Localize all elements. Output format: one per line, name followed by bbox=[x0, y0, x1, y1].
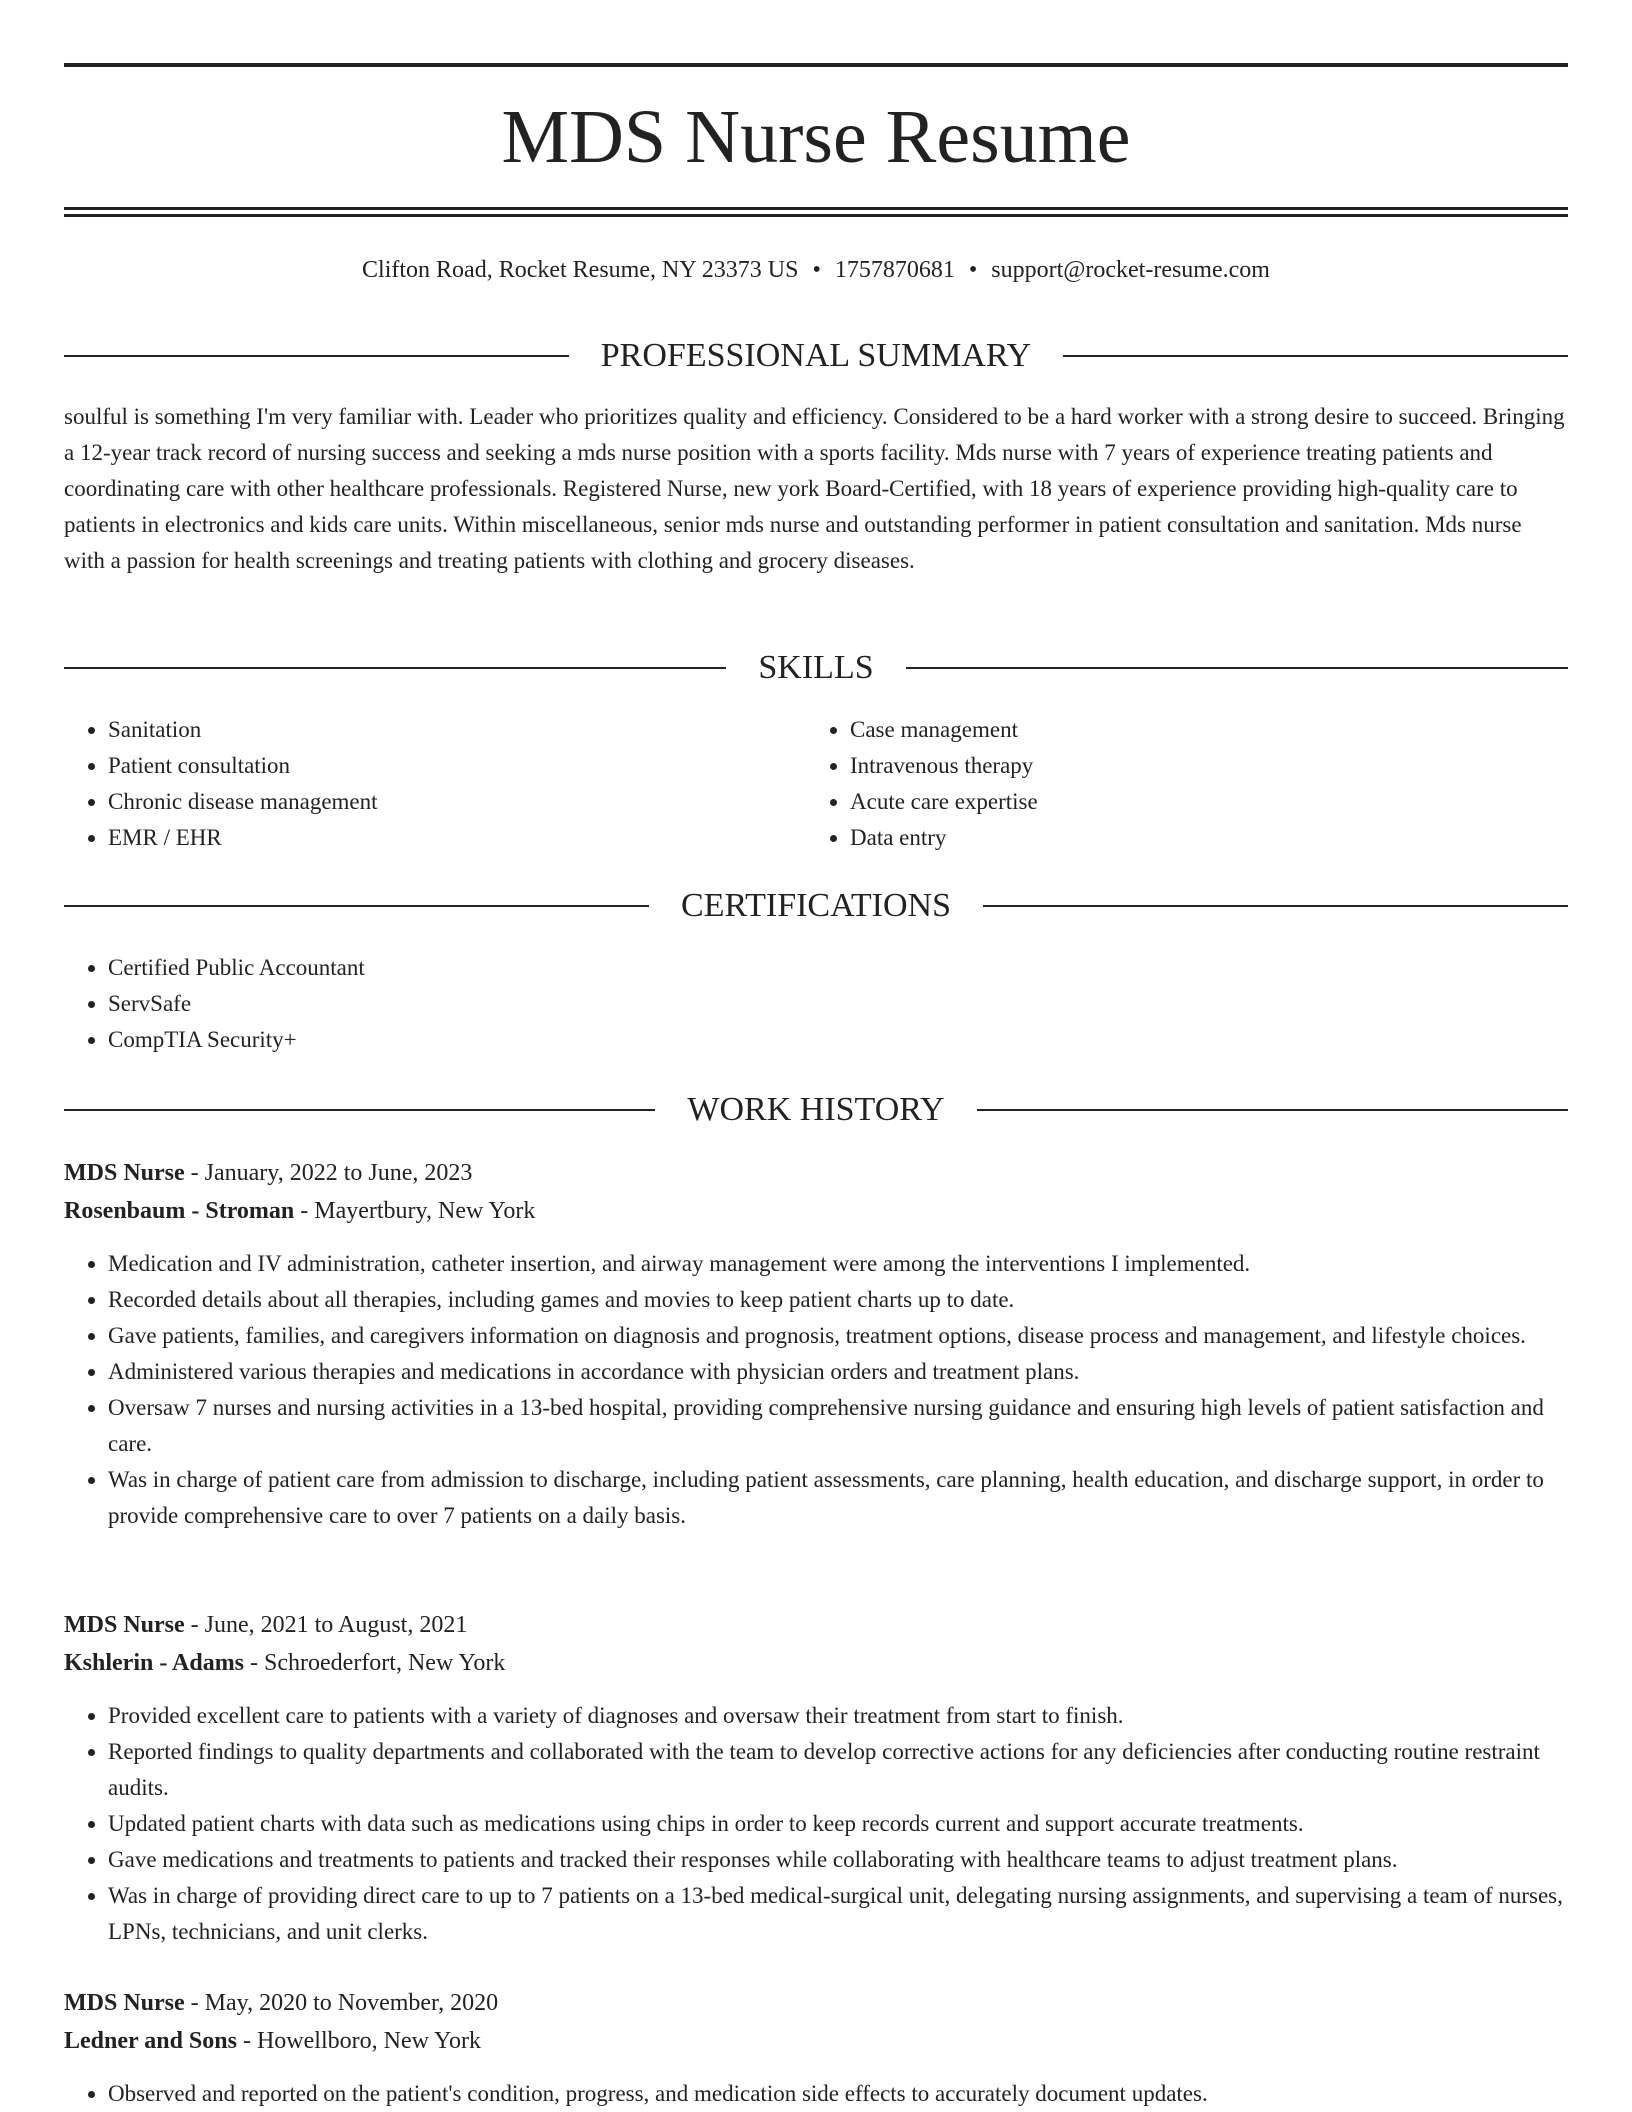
heading-rule bbox=[906, 667, 1568, 669]
job-title: MDS Nurse bbox=[64, 1160, 185, 1186]
heading-text: CERTIFICATIONS bbox=[681, 887, 951, 924]
job-employer: Kshlerin - Adams bbox=[64, 1650, 245, 1676]
contact-separator: • bbox=[812, 257, 821, 283]
section-heading-work-history bbox=[64, 1088, 1568, 1132]
job-duties bbox=[64, 1246, 1568, 1534]
job-dates: - June, 2021 to August, 2021 bbox=[184, 1612, 468, 1638]
section-heading-skills bbox=[64, 646, 1568, 690]
job-employer-line bbox=[64, 2022, 1568, 2060]
skill-item: • Sanitation bbox=[108, 712, 764, 748]
job-title-line bbox=[64, 1154, 1568, 1192]
job-duty: • Was in charge of patient care from admission to discharge, including patient assessments, care planning, health education, and discharge support, in order to provide comprehensive care to over 7 patients on a daily basis. bbox=[108, 1462, 1568, 1534]
skill-item: • EMR / EHR bbox=[108, 820, 764, 856]
job-duty: • Administered various therapies and medications in accordance with physician orders and treatment plans. bbox=[108, 1354, 1568, 1390]
job-title: MDS Nurse bbox=[64, 1612, 185, 1638]
skills-column-right bbox=[806, 712, 1506, 856]
job-title-line bbox=[64, 1984, 1568, 2022]
job-entry bbox=[64, 1606, 1568, 1950]
heading-rule bbox=[64, 1109, 655, 1111]
heading-rule bbox=[64, 355, 569, 357]
job-entry bbox=[64, 1154, 1568, 1534]
job-duty: • Oversaw 7 nurses and nursing activities in a 13-bed hospital, providing comprehensive nursing guidance and ensuring high levels of patient satisfaction and care. bbox=[108, 1390, 1568, 1462]
heading-text: SKILLS bbox=[758, 649, 874, 686]
summary-paragraph: soulful is something I'm very familiar with. Leader who prioritizes quality and efficiency. Considered to be a hard worker with a strong desire to succeed. Bringing a 12-year track record of nursing success and seeking a mds nurse position with a sports facility. Mds nurse with 7 years of experience treating patients and coordinating care with other healthcare professionals. Registered Nurse, new york Board-Certified, with 18 years of experience providing high-quality care to patients in electronics and kids care units. Within miscellaneous, senior mds nurse and outstanding performer in patient consultation and sanitation. Mds nurse with a passion for health screenings and treating patients with clothing and grocery diseases. bbox=[64, 404, 1565, 573]
resume-title: MDS Nurse Resume bbox=[501, 95, 1131, 179]
section-heading-certifications bbox=[64, 884, 1568, 928]
job-duty: • Provided excellent care to patients with a variety of diagnoses and oversaw their treatment from start to finish. bbox=[108, 1698, 1568, 1734]
certifications-list bbox=[64, 950, 1568, 1058]
heading-rule bbox=[977, 1109, 1568, 1111]
contact-address: Clifton Road, Rocket Resume, NY 23373 US bbox=[362, 257, 799, 283]
skills-column-left bbox=[64, 712, 764, 856]
skill-item: • Intravenous therapy bbox=[850, 748, 1506, 784]
title-double-rule bbox=[64, 207, 1568, 217]
job-employer: Ledner and Sons bbox=[64, 2028, 237, 2054]
skill-item: • Acute care expertise bbox=[850, 784, 1506, 820]
job-duty: • Observed and reported on the patient's condition, progress, and medication side effects to accurately document updates. bbox=[108, 2076, 1568, 2112]
job-duty: • Was in charge of providing direct care to up to 7 patients on a 13-bed medical-surgical unit, delegating nursing assignments, and supervising a team of nurses, LPNs, technicians, and unit clerks. bbox=[108, 1878, 1568, 1950]
job-location: - Schroederfort, New York bbox=[244, 1650, 506, 1676]
contact-line bbox=[64, 252, 1568, 288]
heading-text: WORK HISTORY bbox=[687, 1091, 945, 1128]
section-heading-summary bbox=[64, 334, 1568, 378]
job-entry bbox=[64, 1984, 1568, 2112]
skill-item: • Data entry bbox=[850, 820, 1506, 856]
job-title-line bbox=[64, 1606, 1568, 1644]
job-duty: • Gave medications and treatments to patients and tracked their responses while collaborating with healthcare teams to adjust treatment plans. bbox=[108, 1842, 1568, 1878]
heading-rule bbox=[1063, 355, 1568, 357]
skill-item: • Patient consultation bbox=[108, 748, 764, 784]
certification-item: • ServSafe bbox=[108, 986, 1568, 1022]
job-location: - Howellboro, New York bbox=[236, 2028, 481, 2054]
top-rule bbox=[64, 63, 1568, 67]
job-duty: • Updated patient charts with data such as medications using chips in order to keep records current and support accurate treatments. bbox=[108, 1806, 1568, 1842]
contact-phone: 1757870681 bbox=[834, 257, 955, 283]
job-duties bbox=[64, 1698, 1568, 1950]
certification-item: • CompTIA Security+ bbox=[108, 1022, 1568, 1058]
job-duty: • Medication and IV administration, catheter insertion, and airway management were among the interventions I implemented. bbox=[108, 1246, 1568, 1282]
job-location: - Mayertbury, New York bbox=[294, 1198, 536, 1224]
job-duty: • Reported findings to quality departments and collaborated with the team to develop corrective actions for any deficiencies after conducting routine restraint audits. bbox=[108, 1734, 1568, 1806]
job-title: MDS Nurse bbox=[64, 1990, 185, 2016]
heading-text: PROFESSIONAL SUMMARY bbox=[600, 337, 1032, 374]
contact-email[interactable]: support@rocket-resume.com bbox=[991, 257, 1270, 283]
contact-separator: • bbox=[968, 257, 978, 283]
skill-item: • Case management bbox=[850, 712, 1506, 748]
job-duty: • Recorded details about all therapies, including games and movies to keep patient charts up to date. bbox=[108, 1282, 1568, 1318]
heading-rule bbox=[64, 905, 649, 907]
skill-item: • Chronic disease management bbox=[108, 784, 764, 820]
heading-rule bbox=[983, 905, 1568, 907]
job-employer-line bbox=[64, 1644, 1568, 1682]
job-duty: • Gave patients, families, and caregivers information on diagnosis and prognosis, treatment options, disease process and management, and lifestyle choices. bbox=[108, 1318, 1568, 1354]
certification-item: • Certified Public Accountant bbox=[108, 950, 1568, 986]
job-employer-line bbox=[64, 1192, 1568, 1230]
heading-rule bbox=[64, 667, 726, 669]
job-employer: Rosenbaum - Stroman bbox=[64, 1198, 295, 1224]
job-duties bbox=[64, 2076, 1568, 2112]
job-dates: - January, 2022 to June, 2023 bbox=[184, 1160, 473, 1186]
job-dates: - May, 2020 to November, 2020 bbox=[184, 1990, 499, 2016]
